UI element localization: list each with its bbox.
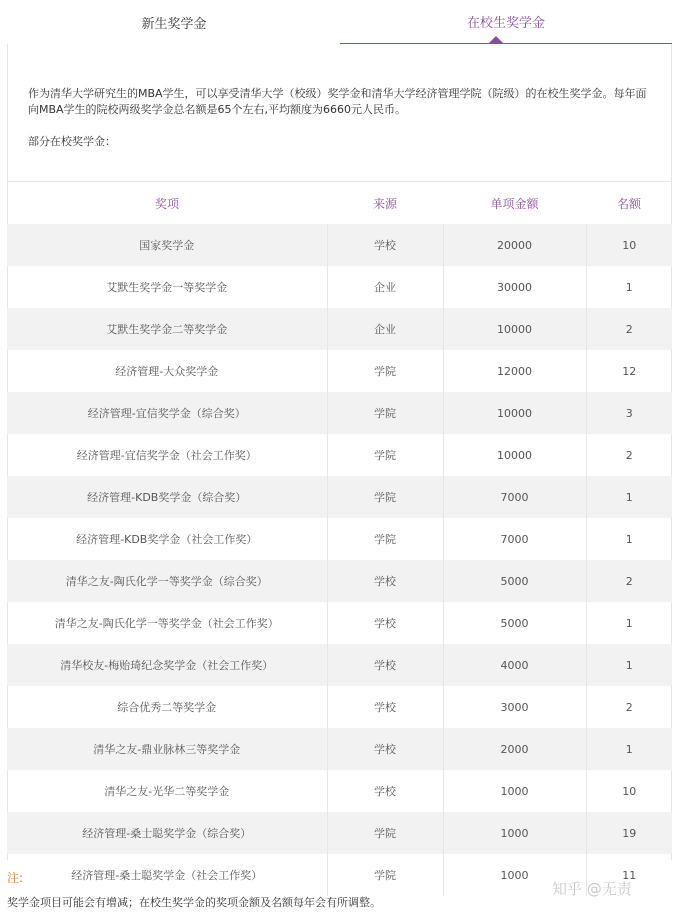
cell-amount: 7000 (443, 518, 586, 560)
table-header-row (7, 182, 672, 225)
scholarship-table-container (7, 181, 672, 896)
cell-amount: 12000 (443, 350, 586, 392)
cell-award: 经济管理-桑士聪奖学金（综合奖） (7, 812, 327, 854)
intro-paragraph: 作为清华大学研究生的MBA学生，可以享受清华大学（校级）奖学金和清华大学经济管理学院（院级）的在校生奖学金。每年面向MBA学生的院校两级奖学金总名额是65个左右,平均额度为6660元人民币。 (28, 87, 647, 116)
cell-award: 经济管理-宜信奖学金（社会工作奖） (76, 449, 257, 462)
header-quota: 名额 (586, 182, 672, 225)
cell-quota: 2 (586, 308, 672, 350)
cell-source: 企业 (327, 266, 443, 308)
cell-award: 艾默生奖学金二等奖学金 (7, 308, 327, 350)
table-row (7, 266, 672, 308)
cell-source: 学院 (327, 476, 443, 518)
cell-award: 清华之友-光华二等奖学金 (104, 785, 230, 798)
table-row (7, 518, 672, 560)
cell-quota: 1 (586, 266, 672, 308)
table-row (7, 350, 672, 392)
table-row (7, 812, 672, 854)
table-row (7, 308, 672, 350)
note-text: 奖学金项目可能会有增减；在校生奖学金的奖项金额及名额每年会有所调整。 (7, 896, 381, 909)
cell-source: 学院 (327, 392, 443, 434)
cell-award: 清华校友-梅贻琦纪念奖学金（社会工作奖） (7, 644, 327, 686)
cell-quota: 11 (586, 854, 672, 896)
cell-award: 经济管理-KDB奖学金（社会工作奖） (76, 533, 258, 546)
cell-award: 经济管理-KDB奖学金（综合奖） (7, 476, 327, 518)
header-award: 奖项 (7, 182, 327, 225)
cell-amount: 7000 (443, 476, 586, 518)
note-label: 注: (7, 871, 24, 885)
table-row (7, 224, 672, 266)
cell-source: 学校 (327, 560, 443, 602)
cell-quota: 2 (586, 560, 672, 602)
table-row (7, 434, 672, 476)
cell-quota: 2 (586, 434, 672, 476)
cell-amount: 2000 (443, 728, 586, 770)
cell-source: 学校 (327, 602, 443, 644)
tab-new-student[interactable]: 新生奖学金 (141, 16, 207, 32)
cell-award: 经济管理-大众奖学金 (115, 365, 219, 378)
cell-amount: 5000 (443, 602, 586, 644)
cell-amount: 10000 (443, 392, 586, 434)
cell-source: 学校 (327, 224, 443, 266)
cell-amount: 10000 (443, 434, 586, 476)
scholarship-table (7, 181, 672, 896)
cell-amount: 1000 (443, 812, 586, 854)
cell-quota: 1 (586, 476, 672, 518)
header-amount: 单项金额 (443, 182, 586, 225)
cell-source: 学院 (327, 812, 443, 854)
table-body (7, 224, 672, 896)
cell-quota: 1 (586, 518, 672, 560)
cell-quota: 1 (586, 602, 672, 644)
cell-award: 艾默生奖学金一等奖学金 (106, 281, 228, 294)
cell-source: 学院 (327, 350, 443, 392)
cell-amount: 1000 (443, 854, 586, 896)
cell-source: 学校 (327, 770, 443, 812)
cell-award: 清华之友-陶氏化学一等奖学金（社会工作奖） (54, 617, 279, 630)
cell-quota: 12 (586, 350, 672, 392)
cell-source: 学校 (327, 728, 443, 770)
cell-amount: 10000 (443, 308, 586, 350)
cell-quota: 10 (586, 770, 672, 812)
section-subtitle: 部分在校奖学金： (28, 135, 116, 148)
cell-quota: 19 (586, 812, 672, 854)
table-row (7, 476, 672, 518)
cell-quota: 1 (586, 728, 672, 770)
cell-quota: 10 (586, 224, 672, 266)
cell-award: 综合优秀二等奖学金 (117, 701, 217, 714)
cell-award: 国家奖学金 (7, 224, 327, 266)
table-row (7, 392, 672, 434)
table-row (7, 602, 672, 644)
cell-award: 清华之友-鼎业脉林三等奖学金 (7, 728, 327, 770)
active-tab-caret-icon (489, 36, 503, 43)
scholarship-tabs (8, 0, 672, 44)
watermark: 知乎 @无责 (552, 880, 632, 898)
cell-award: 经济管理-桑士聪奖学金（社会工作奖） (71, 869, 263, 882)
table-row (7, 644, 672, 686)
cell-source: 学校 (327, 686, 443, 728)
header-source: 来源 (327, 182, 443, 225)
cell-source: 企业 (327, 308, 443, 350)
table-row (7, 686, 672, 728)
cell-amount: 3000 (443, 686, 586, 728)
cell-quota: 3 (586, 392, 672, 434)
cell-award: 经济管理-宜信奖学金（综合奖） (7, 392, 327, 434)
cell-award: 清华之友-陶氏化学一等奖学金（综合奖） (7, 560, 327, 602)
table-row (7, 728, 672, 770)
cell-amount: 1000 (443, 770, 586, 812)
cell-source: 学院 (327, 518, 443, 560)
cell-amount: 30000 (443, 266, 586, 308)
cell-source: 学院 (327, 434, 443, 476)
cell-source: 学院 (327, 854, 443, 896)
cell-quota: 2 (586, 686, 672, 728)
tab-current-student[interactable]: 在校生奖学金 (340, 0, 672, 44)
table-row (7, 560, 672, 602)
cell-quota: 1 (586, 644, 672, 686)
table-row (7, 770, 672, 812)
cell-source: 学校 (327, 644, 443, 686)
cell-amount: 5000 (443, 560, 586, 602)
cell-amount: 20000 (443, 224, 586, 266)
cell-amount: 4000 (443, 644, 586, 686)
